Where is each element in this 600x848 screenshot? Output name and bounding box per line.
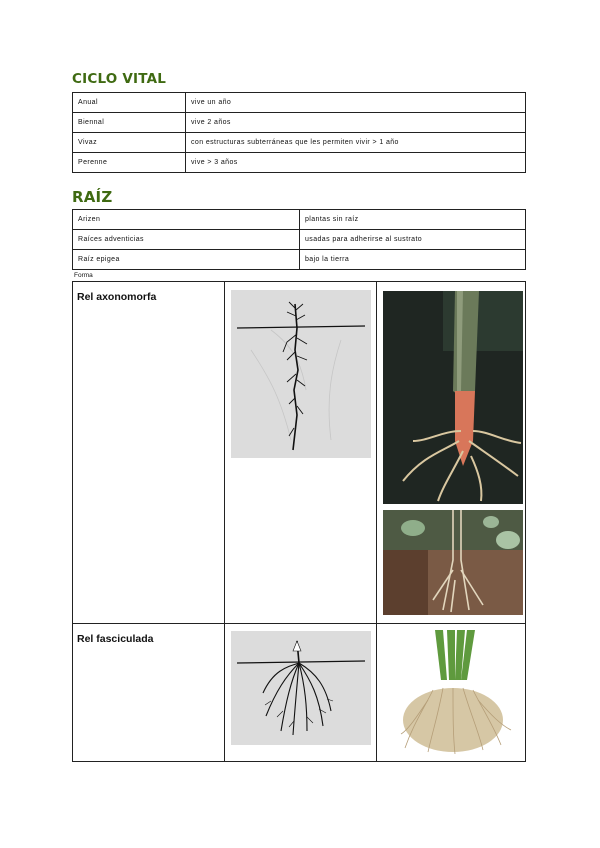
term-cell: Arizen bbox=[73, 210, 300, 230]
table-row bbox=[73, 113, 526, 133]
term-cell: Raíz epigea bbox=[73, 250, 300, 270]
form-name: Rel axonomorfa bbox=[77, 291, 157, 303]
table-row bbox=[73, 133, 526, 153]
term-cell: Vivaz bbox=[73, 133, 186, 153]
fibrous-root-drawing bbox=[231, 631, 371, 745]
definition-cell: vive > 3 años bbox=[186, 153, 526, 173]
drawing-cell bbox=[225, 282, 377, 623]
ciclo-vital-heading: CICLO VITAL bbox=[72, 71, 167, 87]
definition-cell: vive un año bbox=[186, 93, 526, 113]
definition-cell: usadas para adherirse al sustrato bbox=[300, 230, 526, 250]
forma-label: Forma bbox=[74, 272, 93, 279]
raiz-heading: RAÍZ bbox=[72, 188, 113, 206]
table-row bbox=[73, 624, 525, 761]
table-row bbox=[73, 210, 526, 230]
definition-cell: plantas sin raíz bbox=[300, 210, 526, 230]
table-row bbox=[73, 230, 526, 250]
table-row bbox=[73, 282, 525, 624]
taproot-photo bbox=[383, 291, 523, 504]
form-name-cell bbox=[73, 282, 225, 623]
table-row bbox=[73, 250, 526, 270]
definition-cell: bajo la tierra bbox=[300, 250, 526, 270]
raiz-table bbox=[72, 209, 526, 270]
root-forms-table bbox=[72, 281, 526, 762]
definition-cell: con estructuras subterráneas que les permiten vivir > 1 año bbox=[186, 133, 526, 153]
term-cell: Raíces adventicias bbox=[73, 230, 300, 250]
form-name-cell bbox=[73, 624, 225, 761]
taproot-drawing bbox=[231, 290, 371, 458]
term-cell: Anual bbox=[73, 93, 186, 113]
definition-cell: vive 2 años bbox=[186, 113, 526, 133]
drawing-cell bbox=[225, 624, 377, 761]
term-cell: Biennal bbox=[73, 113, 186, 133]
table-row bbox=[73, 153, 526, 173]
photo-cell bbox=[377, 282, 525, 623]
form-name: Rel fasciculada bbox=[77, 633, 154, 645]
fibrous-root-photo bbox=[383, 630, 523, 756]
term-cell: Perenne bbox=[73, 153, 186, 173]
ciclo-vital-table bbox=[72, 92, 526, 173]
taproot-field-photo bbox=[383, 510, 523, 615]
table-row bbox=[73, 93, 526, 113]
photo-cell bbox=[377, 624, 525, 761]
